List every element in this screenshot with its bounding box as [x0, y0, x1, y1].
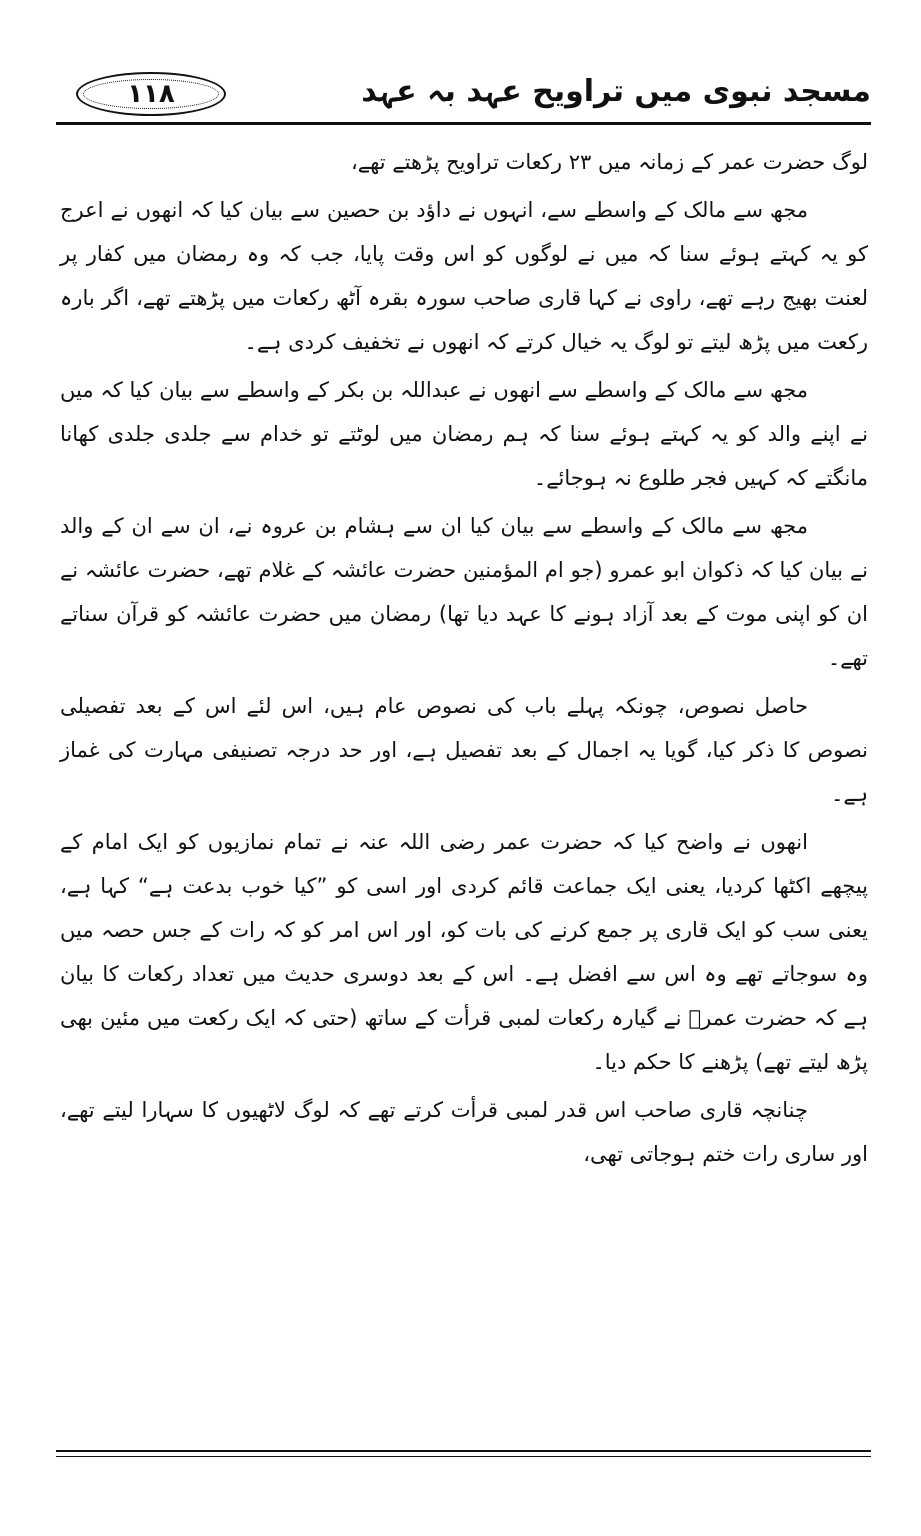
paragraph: انھوں نے واضح کیا کہ حضرت عمر رضی اللہ عنہ نے تمام نمازیوں کو ایک امام کے پیچھے اکٹھا کردیا، یعنی ایک جماعت قائم کردی اور اسی کو ”کیا خوب بدعت ہے“ کہا ہے، یعنی سب کو ایک قاری پر جمع کرنے کی بات کو، اور اس امر کو کہ رات کے جس حصہ میں وہ سوجاتے تھے وہ اس سے افضل ہے۔ اس کے بعد دوسری حدیث میں تعداد رکعات کا بیان ہے کہ حضرت عمرؓ نے گیارہ رکعات لمبی قرأت کے ساتھ (حتی کہ ایک رکعت میں مئین بھی پڑھ لیتے تھے) پڑھنے کا حکم دیا۔: [60, 830, 868, 1074]
paragraph: حاصل نصوص، چونکہ پہلے باب کی نصوص عام ہیں، اس لئے اس کے بعد تفصیلی نصوص کا ذکر کیا، گویا یہ اجمال کے بعد تفصیل ہے، اور حد درجہ تصنیفی مہارت کی غماز ہے۔: [60, 694, 868, 806]
paragraph: لوگ حضرت عمر کے زمانہ میں ۲۳ رکعات تراویح پڑھتے تھے،: [351, 150, 868, 174]
paragraph: چنانچہ قاری صاحب اس قدر لمبی قرأت کرتے تھے کہ لوگ لاٹھیوں کا سہارا لیتے تھے، اور ساری رات ختم ہوجاتی تھی،: [60, 1098, 868, 1166]
footer-rule: [56, 1450, 871, 1452]
body-text: [60, 140, 868, 1180]
paragraph: مجھ سے مالک کے واسطے سے، انہوں نے داؤد بن حصین سے بیان کیا کہ انھوں نے اعرج کو یہ کہتے ہوئے سنا کہ میں نے لوگوں کو اس وقت پایا، جب کہ وہ رمضان میں کفار پر لعنت بھیج رہے تھے، راوی نے کہا قاری صاحب سورہ بقرہ آٹھ رکعات میں پڑھتے تھے، اگر بارہ رکعت میں پڑھ لیتے تو لوگ یہ خیال کرتے کہ انھوں نے تخفیف کردی ہے۔: [60, 198, 868, 354]
page-header: [56, 64, 871, 128]
paragraph: مجھ سے مالک کے واسطے سے انھوں نے عبداللہ بن بکر کے واسطے سے بیان کیا کہ میں نے اپنے والد کو یہ کہتے ہوئے سنا کہ ہم رمضان میں لوٹتے تو خدام سے جلدی جلدی کھانا مانگتے کہ کہیں فجر طلوع نہ ہوجائے۔: [60, 378, 868, 490]
page-number: ۱۱۸: [127, 79, 175, 109]
header-rule: [56, 122, 871, 125]
page-number-badge: [76, 72, 226, 116]
running-title: مسجد نبوی میں تراویح عہد بہ عہد: [361, 74, 871, 109]
footer-rule-thin: [56, 1456, 871, 1457]
paragraph: مجھ سے مالک کے واسطے سے بیان کیا ان سے ہشام بن عروہ نے، ان سے ان کے والد نے بیان کیا کہ ذکوان ابو عمرو (جو ام المؤمنین حضرت عائشہ کے غلام تھے، حضرت عائشہ نے ان کو اپنی موت کے بعد آزاد ہونے کا عہد دیا تھا) رمضان میں حضرت عائشہ کو قرآن سناتے تھے۔: [60, 514, 868, 670]
